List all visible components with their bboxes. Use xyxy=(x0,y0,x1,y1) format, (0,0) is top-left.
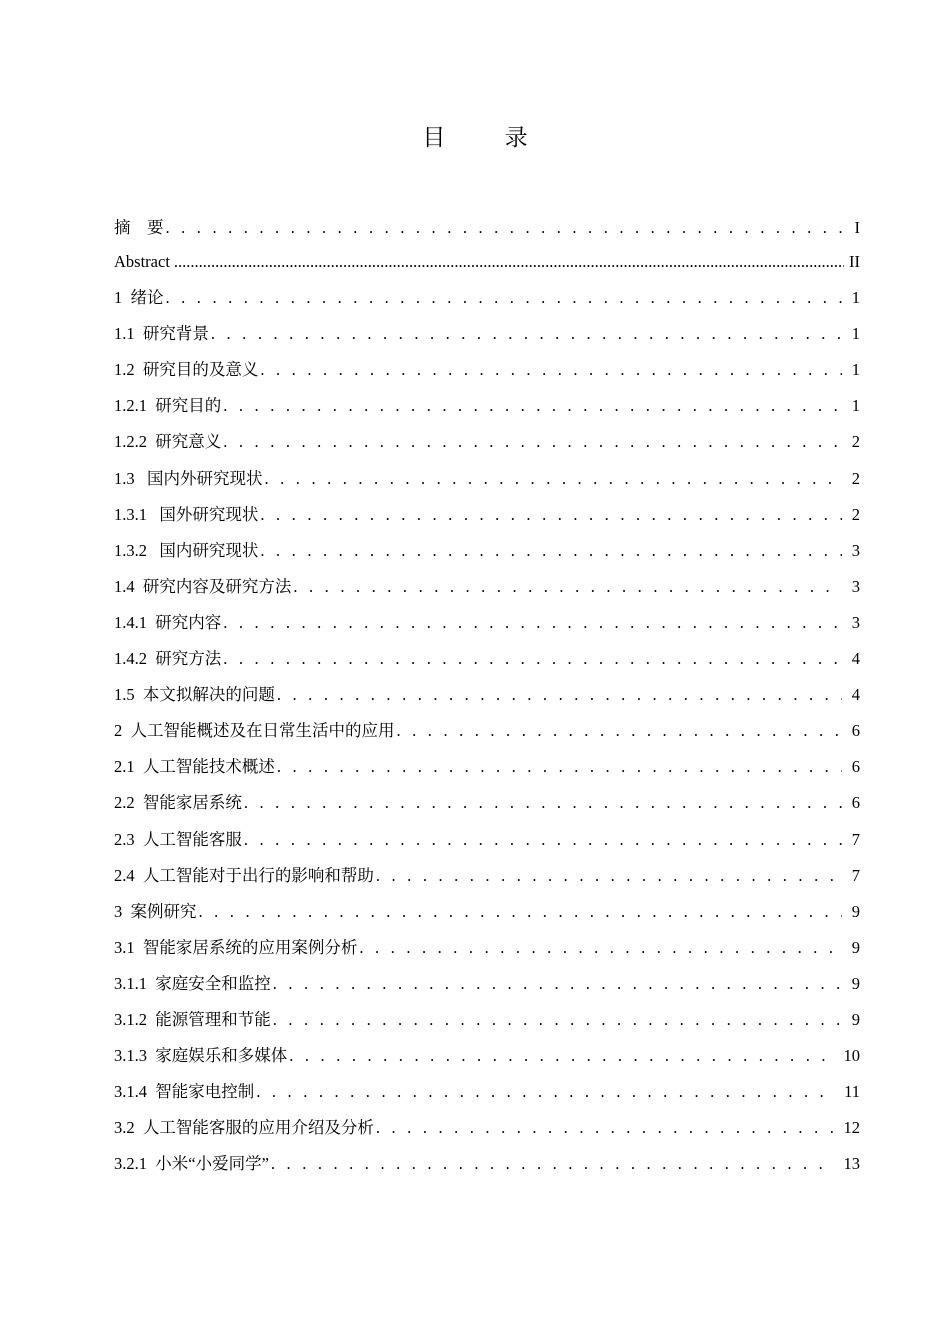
dot-leader xyxy=(223,388,842,424)
toc-entry-page: 2 xyxy=(851,504,860,524)
dot-leader xyxy=(260,497,842,533)
toc-entry-page: 2 xyxy=(851,432,860,452)
toc-entry-page: 1 xyxy=(851,396,860,416)
toc-entry[interactable] xyxy=(114,930,860,966)
dot-leader xyxy=(265,461,843,497)
toc-entry-label: 1.2.1 研究目的 xyxy=(114,396,222,416)
toc-entry-page: 7 xyxy=(851,865,860,885)
toc-entry-page: 9 xyxy=(851,973,860,993)
toc-entry[interactable] xyxy=(114,569,860,605)
toc-entry-label: Abstract xyxy=(114,252,170,271)
toc-entry-label: 3.1.2 能源管理和节能 xyxy=(114,1009,271,1029)
dot-leader xyxy=(223,605,842,641)
toc-entry-label: 1.5 本文拟解决的问题 xyxy=(114,685,275,705)
toc-entry-page: 3 xyxy=(851,540,860,560)
toc-entry[interactable] xyxy=(114,822,860,858)
toc-entry-page: 6 xyxy=(851,793,860,813)
toc-entry-page: 9 xyxy=(851,901,860,921)
toc-entry[interactable] xyxy=(114,605,860,641)
toc-entry[interactable] xyxy=(114,858,860,894)
toc-entry[interactable] xyxy=(114,1146,860,1182)
dot-leader xyxy=(277,749,842,785)
dot-leader xyxy=(376,1110,834,1146)
toc-entry-label: 摘 要 xyxy=(114,218,164,237)
dot-leader xyxy=(244,822,842,858)
dot-leader xyxy=(244,785,842,821)
toc-entry-label: 1.2 研究目的及意义 xyxy=(114,360,259,380)
toc-entry-label: 1.1 研究背景 xyxy=(114,324,209,344)
toc-entry[interactable] xyxy=(114,1110,860,1146)
toc-entry[interactable] xyxy=(114,1002,860,1038)
toc-entry-label: 3.1.3 家庭娱乐和多媒体 xyxy=(114,1046,288,1066)
toc-entry[interactable] xyxy=(114,785,860,821)
toc-entry[interactable] xyxy=(114,352,860,388)
toc-entry-page: 1 xyxy=(851,324,860,344)
toc-entry-label: 1.3.1 国外研究现状 xyxy=(114,504,259,524)
toc-entry[interactable] xyxy=(114,1038,860,1074)
toc-entry-label: 3.1 智能家居系统的应用案例分析 xyxy=(114,937,358,957)
toc-entry-label: 3.2.1 小米“小爱同学” xyxy=(114,1154,269,1174)
toc-entry-page: 1 xyxy=(851,288,860,308)
toc-entry[interactable] xyxy=(114,533,860,569)
toc-entry-page: 4 xyxy=(851,685,860,705)
toc-entry-page: 13 xyxy=(843,1154,860,1174)
toc-entry-label: 1 绪论 xyxy=(114,288,164,308)
toc-entry-page: 11 xyxy=(844,1082,860,1102)
toc-entry-page: 12 xyxy=(843,1118,860,1138)
dot-leader xyxy=(359,930,842,966)
toc-entry[interactable] xyxy=(114,677,860,713)
toc-entry-page: I xyxy=(854,218,860,237)
toc-entry-label: 3.1.1 家庭安全和监控 xyxy=(114,973,271,993)
dot-leader xyxy=(277,677,842,713)
dot-leader xyxy=(166,210,849,246)
dot-leader xyxy=(376,858,842,894)
dot-leader xyxy=(260,352,842,388)
toc-entry-page: 4 xyxy=(851,649,860,669)
dot-leader xyxy=(293,569,842,605)
toc-entry[interactable] xyxy=(114,966,860,1002)
toc-entry-label: 3 案例研究 xyxy=(114,901,197,921)
toc-entry-label: 2.2 智能家居系统 xyxy=(114,793,242,813)
dot-leader xyxy=(271,1146,834,1182)
dot-leader xyxy=(273,966,842,1002)
toc-entry-page: 1 xyxy=(851,360,860,380)
toc-entry[interactable] xyxy=(114,280,860,316)
toc-entry-label: 2.4 人工智能对于出行的影响和帮助 xyxy=(114,865,374,885)
toc-entry-page: 3 xyxy=(851,612,860,632)
toc-entry[interactable] xyxy=(114,641,860,677)
table-of-contents xyxy=(114,210,860,1182)
toc-entry[interactable] xyxy=(114,316,860,352)
dot-leader xyxy=(223,641,842,677)
toc-entry-page: 6 xyxy=(851,757,860,777)
toc-entry[interactable] xyxy=(114,749,860,785)
toc-entry-label: 3.1.4 智能家电控制 xyxy=(114,1082,255,1102)
toc-entry-label: 1.4.2 研究方法 xyxy=(114,649,222,669)
toc-entry[interactable] xyxy=(114,461,860,497)
dot-leader xyxy=(223,424,842,460)
toc-entry[interactable] xyxy=(114,1074,860,1110)
toc-entry-page: II xyxy=(849,252,860,271)
dot-leader xyxy=(256,1074,834,1110)
dot-leader xyxy=(397,713,843,749)
toc-entry-label: 2.3 人工智能客服 xyxy=(114,829,242,849)
toc-entry-label: 2.1 人工智能技术概述 xyxy=(114,757,275,777)
toc-entry-label: 2 人工智能概述及在日常生活中的应用 xyxy=(114,721,395,741)
dot-leader xyxy=(174,244,844,280)
toc-entry[interactable] xyxy=(114,244,860,280)
dot-leader xyxy=(166,280,843,316)
dot-leader xyxy=(273,1002,842,1038)
toc-entry-label: 1.4.1 研究内容 xyxy=(114,612,222,632)
toc-entry[interactable] xyxy=(114,713,860,749)
dot-leader xyxy=(289,1038,834,1074)
toc-entry-page: 9 xyxy=(851,1009,860,1029)
dot-leader xyxy=(199,894,843,930)
toc-entry-label: 3.2 人工智能客服的应用介绍及分析 xyxy=(114,1118,374,1138)
toc-entry-page: 7 xyxy=(851,829,860,849)
toc-entry-page: 3 xyxy=(851,576,860,596)
toc-entry-label: 1.3.2 国内研究现状 xyxy=(114,540,259,560)
toc-entry-label: 1.2.2 研究意义 xyxy=(114,432,222,452)
dot-leader xyxy=(260,533,842,569)
toc-entry-label: 1.3 国内外研究现状 xyxy=(114,468,263,488)
toc-title: 目 录 xyxy=(422,125,554,151)
toc-entry[interactable] xyxy=(114,497,860,533)
toc-entry[interactable] xyxy=(114,388,860,424)
toc-entry-page: 10 xyxy=(843,1046,860,1066)
toc-entry-page: 6 xyxy=(851,721,860,741)
dot-leader xyxy=(211,316,842,352)
toc-entry-label: 1.4 研究内容及研究方法 xyxy=(114,576,292,596)
toc-entry-page: 9 xyxy=(851,937,860,957)
toc-entry[interactable] xyxy=(114,210,860,244)
toc-entry[interactable] xyxy=(114,424,860,460)
toc-entry[interactable] xyxy=(114,894,860,930)
toc-entry-page: 2 xyxy=(851,468,860,488)
